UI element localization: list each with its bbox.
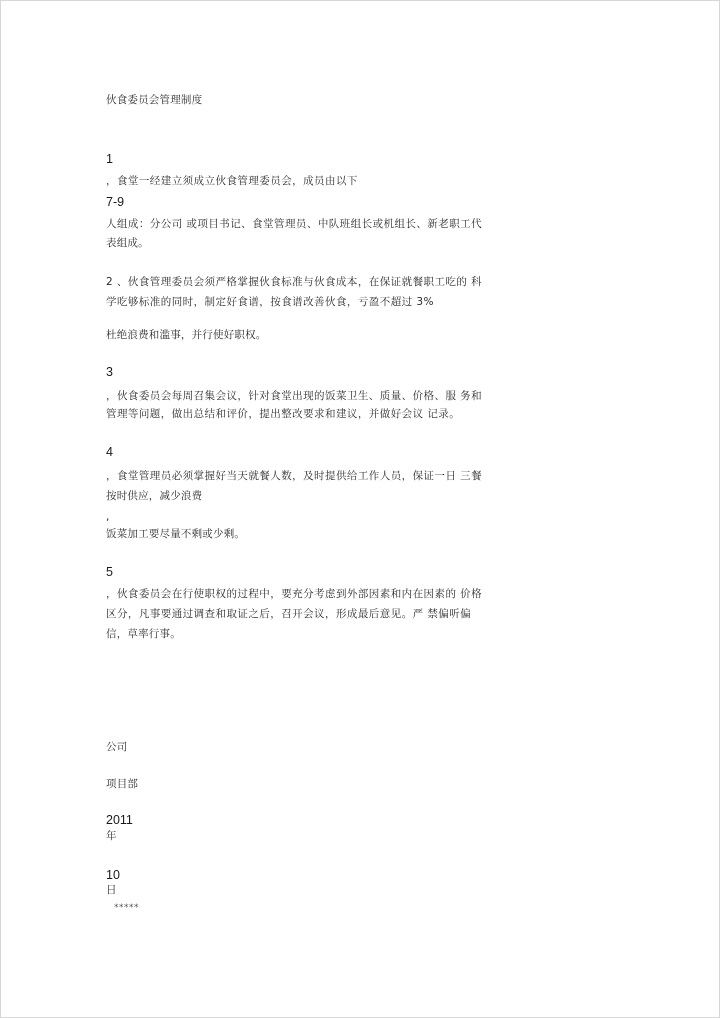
item-5-line-1: ，伙食委员会在行使职权的过程中，要充分考虑到外部因素和内在因素的 价格: [106, 588, 483, 600]
footer-stars: *****: [114, 903, 139, 913]
item-5-line-3: 信，草率行事。: [106, 628, 181, 640]
item-2-line-2: 学吃够标准的同时，制定好食谱，按食谱改善伙食，亏盈不超过 3%: [106, 296, 434, 308]
item-1-number: 1: [106, 152, 113, 166]
item-4-line-1: ，食堂管理员必须掌握好当天就餐人数，及时提供给工作人员，保证一日 三餐: [106, 470, 483, 482]
item-1-line-1: ，食堂一经建立须成立伙食管理委员会，成员由以下: [106, 175, 358, 187]
footer-company: 公司: [106, 741, 128, 753]
footer-day-unit: 日: [106, 884, 117, 896]
footer-day-number: 10: [106, 868, 120, 882]
item-2-line-3: 杜绝浪费和滥事，并行使好职权。: [106, 329, 267, 341]
item-5-number: 5: [106, 565, 113, 579]
item-4-line-3: ,: [106, 511, 110, 523]
footer-department: 项目部: [106, 778, 139, 790]
item-4-number: 4: [106, 445, 113, 459]
item-1-line-2: 7-9: [106, 195, 125, 209]
item-3-line-2: 管理等问题，做出总结和评价，提出整改要求和建议，并做好会议 记录。: [106, 408, 461, 420]
item-4-line-4: 饭菜加工要尽量不剩或少剩。: [106, 528, 246, 540]
item-1-line-3: 人组成：分公司 或项目书记、食堂管理员、中队班组长或机组长、新老职工代: [106, 218, 483, 230]
item-3-number: 3: [106, 365, 113, 379]
item-5-line-2: 区分，凡事要通过调查和取证之后，召开会议，形成最后意见。严 禁偏听偏: [106, 608, 472, 620]
item-2-line-1: 2 、伙食管理委员会须严格掌握伙食标准与伙食成本，在保证就餐职工吃的 科: [106, 276, 483, 288]
item-3-line-1: ，伙食委员会每周召集会议，针对食堂出现的饭菜卫生、质量、价格、服 务和: [106, 390, 483, 402]
footer-year-unit: 年: [106, 830, 117, 842]
document-title: 伙食委员会管理制度: [106, 94, 203, 106]
item-1-line-4: 表组成。: [106, 237, 149, 249]
item-4-line-2: 按时供应，减少浪费: [106, 490, 203, 502]
footer-year: 2011: [106, 813, 133, 827]
